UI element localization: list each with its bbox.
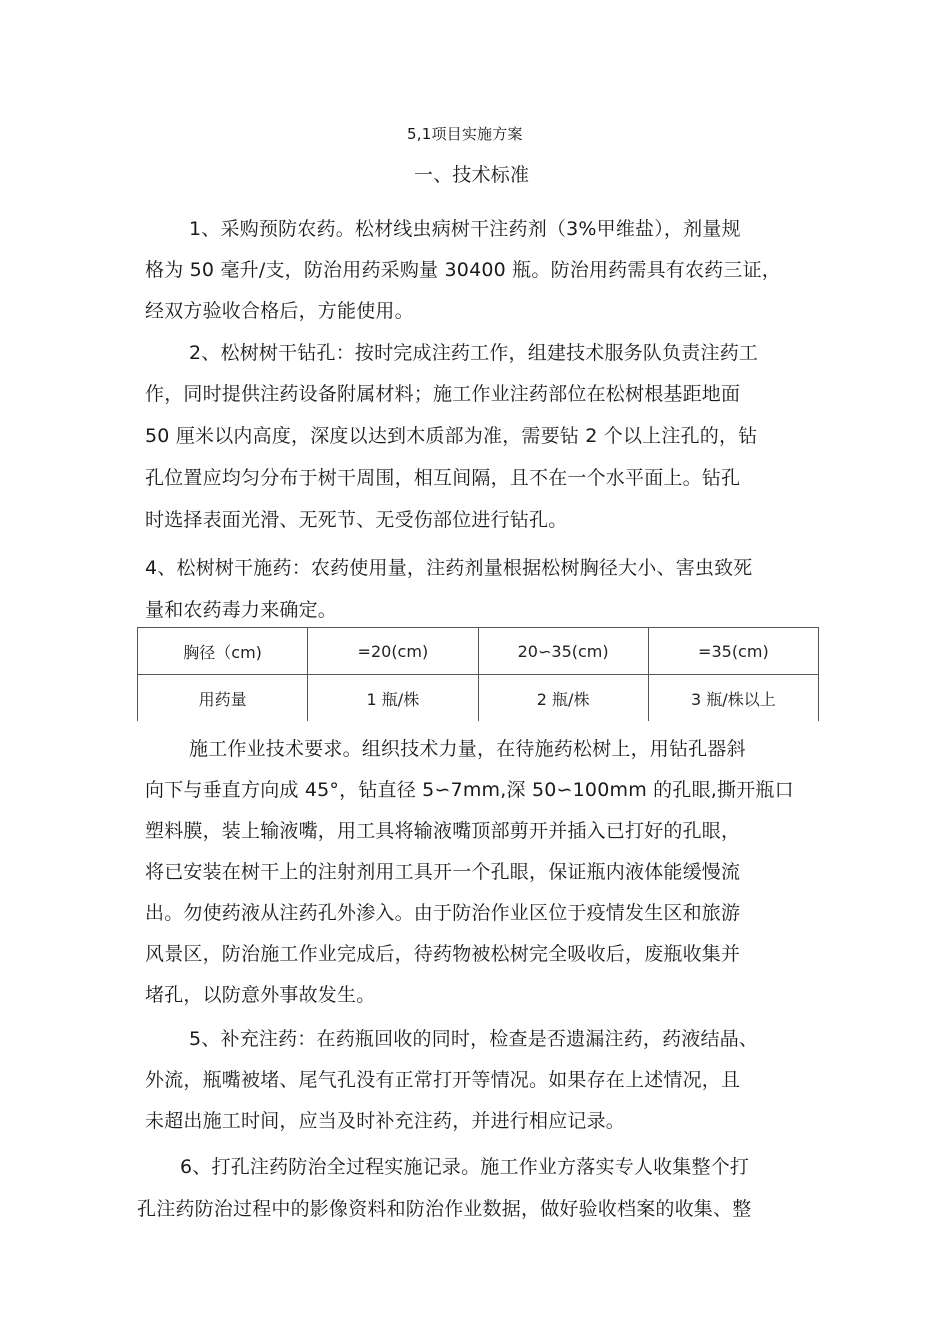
tech-paragraph-line-3: 塑料膜，装上输液嘴，用工具将输液嘴顶部剪开并插入已打好的孔眼， bbox=[145, 820, 741, 842]
table-row bbox=[138, 675, 819, 722]
paragraph-5-line-1: 5、补充注药：在药瓶回收的同时，检查是否遗漏注药，药液结晶、 bbox=[189, 1028, 759, 1050]
tech-paragraph-line-7: 堵孔，以防意外事故发生。 bbox=[145, 984, 376, 1006]
table-cell: 2 瓶/株 bbox=[478, 675, 648, 722]
paragraph-2-line-3: 50 厘米以内高度，深度以达到木质部为准，需要钻 2 个以上注孔的，钻 bbox=[145, 425, 758, 447]
table-cell: 20∽35(cm) bbox=[478, 628, 648, 675]
paragraph-4-line-2: 量和农药毒力来确定。 bbox=[145, 599, 338, 621]
tech-paragraph-line-4: 将已安装在树干上的注射剂用工具开一个孔眼，保证瓶内液体能缓慢流 bbox=[145, 861, 741, 883]
paragraph-2-line-4: 孔位置应均匀分布于树干周围，相互间隔，且不在一个水平面上。钻孔 bbox=[145, 467, 741, 489]
paragraph-6-line-2: 孔注药防治过程中的影像资料和防治作业数据，做好验收档案的收集、整 bbox=[137, 1198, 752, 1220]
table-cell: =35(cm) bbox=[648, 628, 818, 675]
paragraph-4-line-1: 4、松树树干施药：农药使用量，注药剂量根据松树胸径大小、害虫致死 bbox=[145, 557, 753, 579]
table-cell: 用药量 bbox=[138, 675, 308, 722]
paragraph-1-line-2: 格为 50 毫升/支，防治用药采购量 30400 瓶。防治用药需具有农药三证， bbox=[145, 259, 781, 281]
paragraph-5-line-2: 外流，瓶嘴被堵、尾气孔没有正常打开等情况。如果存在上述情况，且 bbox=[145, 1069, 741, 1091]
paragraph-1-line-1: 1、采购预防农药。松材线虫病树干注药剂（3%甲维盐），剂量规 bbox=[189, 218, 741, 240]
table-cell: 1 瓶/株 bbox=[308, 675, 478, 722]
table-cell: =20(cm) bbox=[308, 628, 478, 675]
tech-paragraph-line-5: 出。勿使药液从注药孔外渗入。由于防治作业区位于疫情发生区和旅游 bbox=[145, 902, 741, 924]
paragraph-6-line-1: 6、打孔注药防治全过程实施记录。施工作业方落实专人收集整个打 bbox=[180, 1156, 750, 1178]
heading-technical-standards: 一、技术标准 bbox=[414, 164, 530, 186]
table-cell: 3 瓶/株以上 bbox=[648, 675, 818, 722]
paragraph-1-line-3: 经双方验收合格后，方能使用。 bbox=[145, 300, 414, 322]
paragraph-2-line-2: 作，同时提供注药设备附属材料；施工作业注药部位在松树根基距地面 bbox=[145, 383, 741, 405]
paragraph-2-line-5: 时选择表面光滑、无死节、无受伤部位进行钻孔。 bbox=[145, 509, 568, 531]
dosage-table bbox=[137, 627, 819, 721]
tech-paragraph-line-2: 向下与垂直方向成 45°，钻直径 5∽7mm,深 50∽100mm 的孔眼,撕开瓶口 bbox=[145, 779, 794, 801]
tech-paragraph-line-6: 风景区，防治施工作业完成后，待药物被松树完全吸收后，废瓶收集并 bbox=[145, 943, 741, 965]
tech-paragraph-line-1: 施工作业技术要求。组织技术力量，在待施药松树上，用钻孔器斜 bbox=[189, 738, 746, 760]
table-row bbox=[138, 628, 819, 675]
paragraph-5-line-3: 未超出施工时间，应当及时补充注药，并进行相应记录。 bbox=[145, 1110, 626, 1132]
section-title: 5,1项目实施方案 bbox=[407, 125, 523, 143]
table-cell: 胸径（cm) bbox=[138, 628, 308, 675]
paragraph-2-line-1: 2、松树树干钻孔：按时完成注药工作，组建技术服务队负责注药工 bbox=[189, 342, 759, 364]
